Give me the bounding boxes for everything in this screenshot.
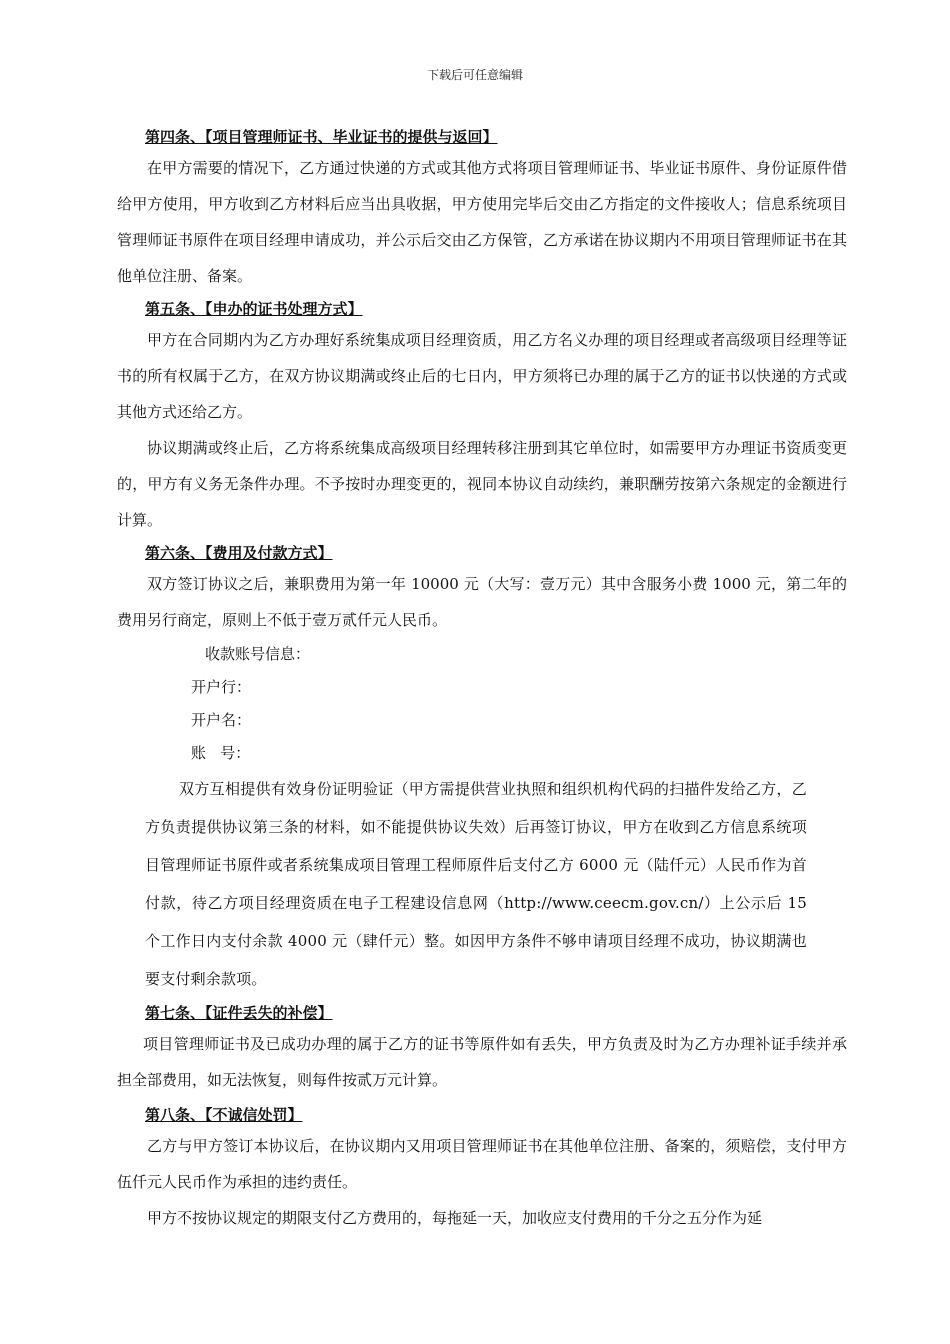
account-name-label: 开户名： [191, 711, 252, 729]
article-4-paragraph: 在甲方需要的情况下，乙方通过快递的方式或其他方式将项目管理师证书、毕业证书原件、身份证原件借给甲方使用，甲方收到乙方材料后应当出具收据，甲方使用完毕后交由乙方指定的文件接收人；信息系统项目管理师证书原件在项目经理申请成功，并公示后交由乙方保管，乙方承诺在协议期内不用项目管理师证书在其他单位注册、备案。 [117, 159, 847, 285]
bank-label: 开户行： [191, 678, 252, 696]
page-header-note: 下载后可任意编辑 [426, 68, 523, 82]
article-4-heading: 第四条、【项目管理师证书、毕业证书的提供与返回】 [145, 128, 498, 146]
article-8-heading: 第八条、【不诚信处罚】 [145, 1106, 303, 1124]
article-5-heading: 第五条、【申办的证书处理方式】 [145, 300, 363, 318]
article-6-heading: 第六条、【费用及付款方式】 [145, 544, 333, 562]
document-body [117, 124, 847, 1236]
article-5-paragraph-1: 甲方在合同期内为乙方办理好系统集成项目经理资质，用乙方名义办理的项目经理或者高级项目经理等证书的所有权属于乙方，在双方协议期满或终止后的七日内，甲方须将已办理的属于乙方的证书以快递的方式或其他方式还给乙方。 [117, 331, 847, 421]
article-6-paragraph-2: 双方互相提供有效身份证明验证（甲方需提供营业执照和组织机构代码的扫描件发给乙方，乙方负责提供协议第三条的材料，如不能提供协议失效）后再签订协议，甲方在收到乙方信息系统项目管理师证书原件或者系统集成项目管理工程师原件后支付乙方 6000 元（陆仟元）人民币作为首付款，待乙方项目经理资质在电子工程建设信息网（http://www.ceecm.gov.cn/）上公示后 15 个工作日内支付余款 4000 元（肆仟元）整。如因甲方条件不够申请项目经理不成功，协议期满也要支付剩余款项。 [145, 780, 807, 988]
article-5-paragraph-2: 协议期满或终止后，乙方将系统集成高级项目经理转移注册到其它单位时，如需要甲方办理证书资质变更的，甲方有义务无条件办理。不予按时办理变更的，视同本协议自动续约，兼职酬劳按第六条规定的金额进行计算。 [117, 439, 847, 529]
article-7-paragraph: 项目管理师证书及已成功办理的属于乙方的证书等原件如有丢失，甲方负责及时为乙方办理补证手续并承担全部费用，如无法恢复，则每件按贰万元计算。 [117, 1035, 847, 1089]
payment-terms-block [117, 770, 847, 998]
article-7-heading: 第七条、【证件丢失的补偿】 [145, 1004, 333, 1022]
account-number-label: 账 号： [191, 744, 251, 762]
article-8-paragraph-1: 乙方与甲方签订本协议后，在协议期内又用项目管理师证书在其他单位注册、备案的，须赔偿，支付甲方伍仟元人民币作为承担的违约责任。 [117, 1137, 847, 1191]
article-8-paragraph-2: 甲方不按协议规定的期限支付乙方费用的，每拖延一天，加收应支付费用的千分之五分作为延 [147, 1209, 763, 1227]
article-6-paragraph-1: 双方签订协议之后，兼职费用为第一年 10000 元（大写：壹万元）其中含服务小费 1000 元，第二年的费用另行商定，原则上不低于壹万贰仟元人民币。 [117, 575, 847, 629]
account-info-title: 收款账号信息： [205, 645, 311, 663]
